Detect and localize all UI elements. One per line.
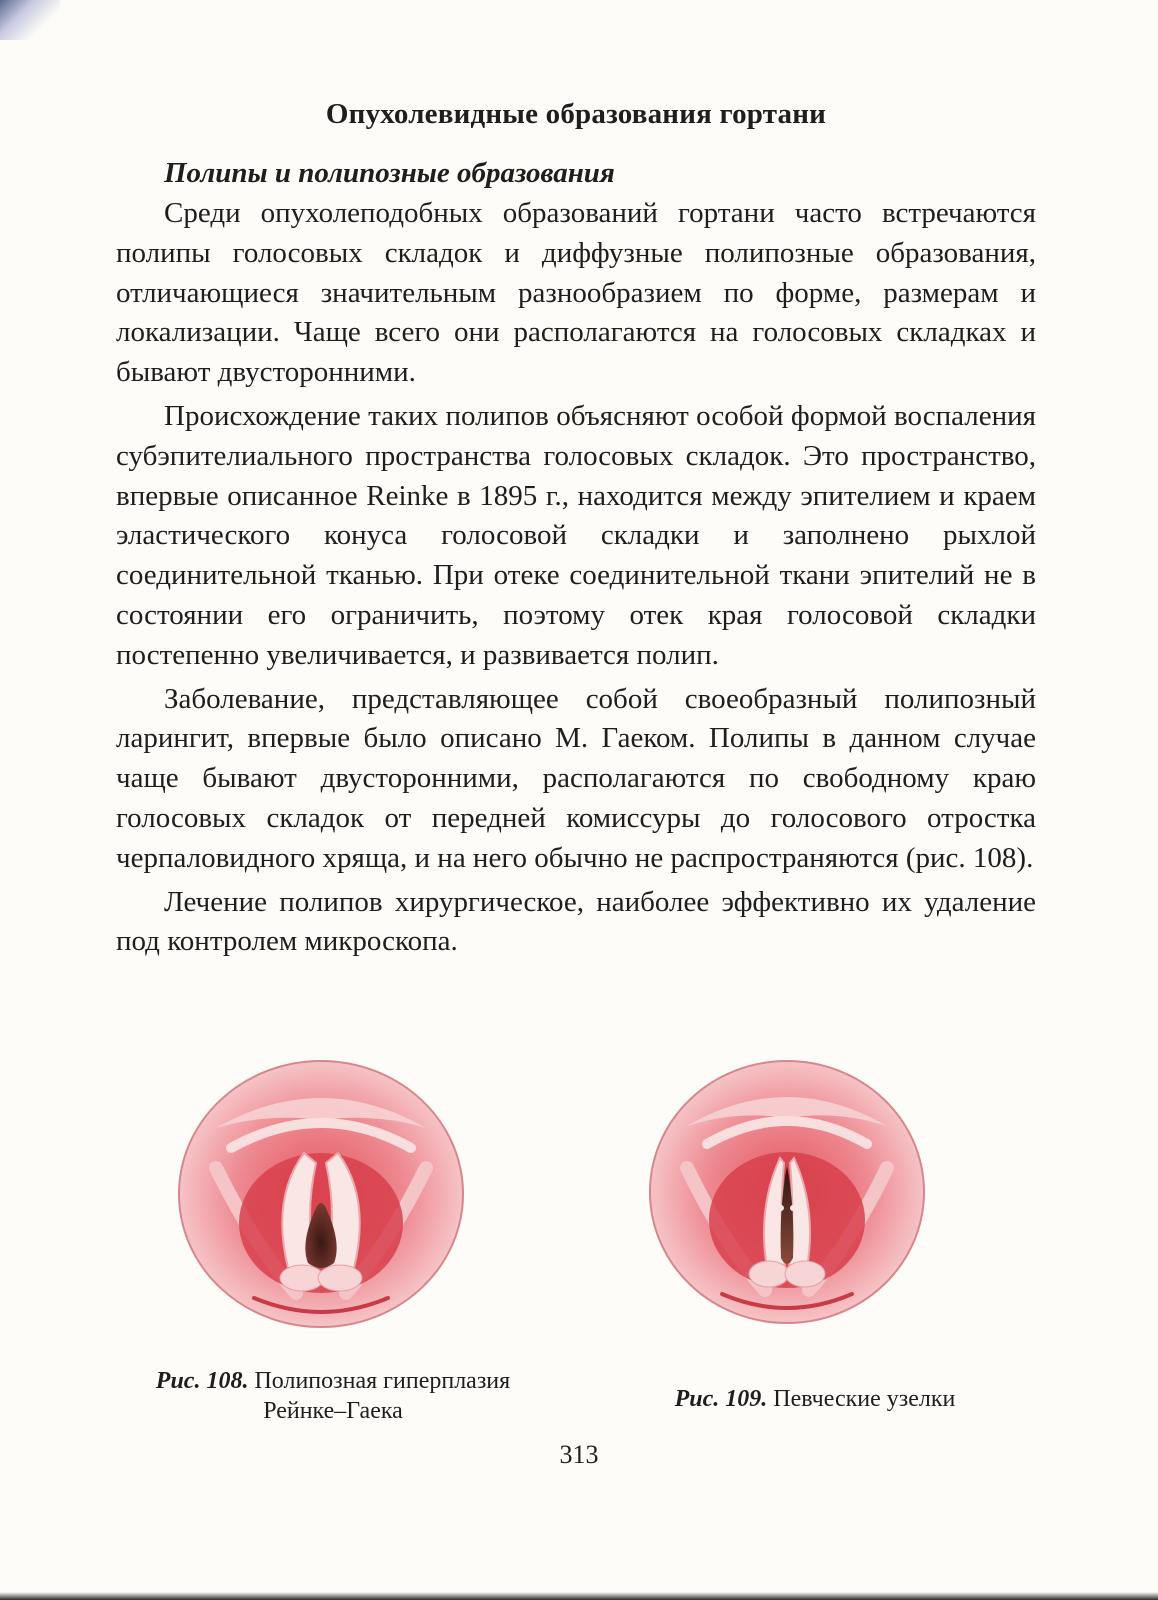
section-title: Опухолевидные образования гортани — [325, 98, 827, 130]
paragraph-4: Лечение полипов хирургическое, наиболее эффективно их удаление под контролем микроскопа. — [116, 885, 1036, 958]
figure-108-caption — [118, 1366, 548, 1426]
figure-109-label: Рис. 109. — [674, 1386, 768, 1412]
paragraph-1: Среди опухолеподобных образований гортани часто встречаются полипы голосовых складок и диффузные полипозные образования, отличающиеся значительным разнообразием по форме, размерам и локализации. Чаще всего они располагаются на голосовых складках и бывают двусторонними. — [116, 197, 1036, 389]
page-corner-shadow — [0, 0, 60, 40]
paragraph-2: Происхождение таких полипов объясняют особой формой воспаления субэпителиального пространства голосовых складок. Это пространство, впервые описанное Reinke в 1895 г., находится между эпителием и краем эластического конуса голосовой складки и заполнено рыхлой соединительной тканью. При отеке соединительной ткани эпителий не в состоянии его ограничить, поэтому отек края голосовой складки постепенно увеличивается, и развивается полип. — [116, 399, 1036, 671]
subsection-title: Полипы и полипозные образования — [164, 157, 615, 189]
figure-109-caption-text: Певческие узелки — [773, 1386, 956, 1412]
figure-108-label: Рис. 108. — [155, 1368, 249, 1394]
paragraph-3: Заболевание, представляющее собой своеобразный полипозный ларингит, впервые было описано М. Гаеком. Полипы в данном случае чаще бывают двусторонними, располагаются по свободному краю голосовых складок от передней комиссуры до голосового отростка черпаловидного хряща, и на него обычно не распространяются (рис. 108). — [116, 682, 1036, 874]
figure-109-caption — [640, 1384, 990, 1414]
figure-108 — [176, 1058, 466, 1330]
larynx-polyps-illustration — [176, 1058, 466, 1330]
page-text — [116, 98, 1036, 966]
figure-108-caption-text: Полипозная гиперплазия Рейнке–Гаека — [254, 1368, 511, 1424]
figure-109 — [647, 1058, 927, 1326]
page-bottom-edge — [0, 1592, 1158, 1600]
page-number: 313 — [559, 1440, 599, 1469]
figures-row — [0, 1058, 1158, 1418]
larynx-nodules-illustration — [647, 1058, 927, 1326]
